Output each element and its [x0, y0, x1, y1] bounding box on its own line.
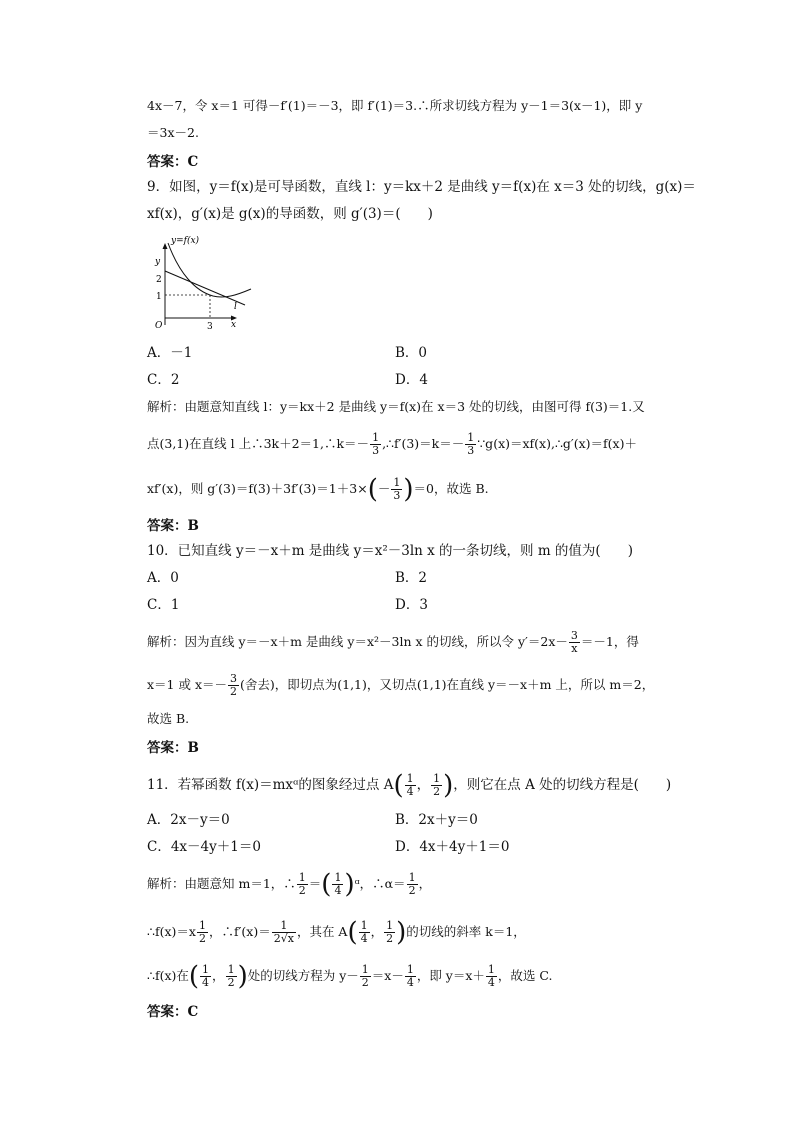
q11-option-d: D．4x＋4y＋1＝0	[395, 839, 510, 855]
q10-option-b: B．2	[395, 570, 428, 586]
q10-answer: 答案：B	[147, 740, 199, 756]
tick-label-3: 3	[207, 322, 213, 332]
q11-stem: 11．若幂函数 f(x)＝mxᵅ的图象经过点 A( $\frac{1}{4}$ ， $\frac{1}{2}$ )，则它在点 A 处的切线方程是( )	[147, 770, 672, 801]
q10-solution-line-2: x＝1 或 x＝－ $\frac{3}{2}$ (舍去)，即切点为(1,1)，又切点(1,1)在直线 y＝－x＋m 上，所以 m＝2，	[147, 672, 655, 698]
tangent-line-l	[165, 271, 245, 305]
q11-solution-line-1: 解析：由题意知 m＝1，∴ $\frac{1}{2}$ ＝( $\frac{1}{4}$ )ᵅ，∴α＝ $\frac{1}{2}$ ，	[147, 869, 432, 900]
q9-option-c: C．2	[147, 372, 180, 388]
q11-option-a: A．2x－y＝0	[147, 812, 230, 828]
q9-option-b: B．0	[395, 345, 428, 361]
curve-f	[168, 243, 251, 297]
q11-solution-line-2: ∴f(x)＝x $\frac{1}{2}$ ，∴f′(x)＝ $\frac{1}{2√x}$ ，其在 A( $\frac{1}{4}$ ， $\frac{1}{2}$ )的切线的斜率 k＝1，	[147, 917, 526, 948]
line-l-label: l	[234, 302, 237, 312]
prev-solution-line-1: 4x－7，令 x＝1 可得－f′(1)＝－3，即 f′(1)＝3.∴所求切线方程为 y－1＝3(x－1)，即 y	[147, 98, 643, 113]
curve-label: y=f(x)	[171, 236, 200, 246]
q10-option-a: A．0	[147, 570, 179, 586]
x-axis-label: x	[231, 320, 237, 330]
q9-solution-line-2: 点(3,1)在直线 l 上∴3k＋2＝1,∴k＝－ $\frac{1}{3}$ ,∴f′(3)＝k＝－ $\frac{1}{3}$ ∵g(x)＝xf(x),∴g′(x)＝f(x)＋	[147, 431, 637, 457]
tick-label-1: 1	[156, 292, 162, 302]
tick-label-2: 2	[156, 275, 162, 285]
q9-answer: 答案：B	[147, 518, 199, 534]
q10-option-c: C．1	[147, 597, 180, 613]
q9-solution-line-3: xf′(x)，则 g′(3)＝f(3)＋3f′(3)＝1＋3×(－ $\frac{1}{3}$ )＝0，故选 B.	[147, 474, 489, 505]
q9-stem-line-2: xf(x)，g′(x)是 g(x)的导函数，则 g′(3)＝( )	[147, 206, 433, 222]
q10-solution-line-1: 解析：因为直线 y＝－x＋m 是曲线 y＝x²－3ln x 的切线，所以令 y′＝2x－ $\frac{3}{x}$ ＝－1，得	[147, 629, 639, 655]
q9-option-a: A．－1	[147, 345, 193, 361]
q10-option-d: D．3	[395, 597, 428, 613]
q11-option-c: C．4x－4y＋1＝0	[147, 839, 261, 855]
q9-stem-line-1: 9．如图，y＝f(x)是可导函数，直线 l：y＝kx＋2 是曲线 y＝f(x)在 x＝3 处的切线，g(x)＝	[147, 179, 696, 195]
q9-option-d: D．4	[395, 372, 428, 388]
y-axis-arrow	[163, 243, 168, 249]
q11-option-b: B．2x＋y＝0	[395, 812, 478, 828]
prev-answer: 答案：C	[147, 154, 199, 170]
q9-figure	[145, 233, 257, 333]
prev-solution-line-2: ＝3x－2.	[147, 125, 199, 140]
y-axis-label: y	[155, 257, 161, 267]
q11-solution-line-3: ∴f(x)在( $\frac{1}{4}$ ， $\frac{1}{2}$ )处的切线方程为 y－ $\frac{1}{2}$ ＝x－ $\frac{1}{4}$ ，即 y＝x＋ $\frac{1}{4}$ ，故选 C.	[147, 961, 553, 992]
q10-solution-line-3: 故选 B.	[147, 711, 190, 726]
q9-solution-line-1: 解析：由题意知直线 l：y＝kx＋2 是曲线 y＝f(x)在 x＝3 处的切线，由图可得 f(3)＝1.又	[147, 399, 645, 414]
q10-stem: 10．已知直线 y＝－x＋m 是曲线 y＝x²－3ln x 的一条切线，则 m 的值为( )	[147, 543, 633, 559]
origin-label: O	[155, 321, 163, 331]
q11-answer: 答案：C	[147, 1004, 199, 1020]
